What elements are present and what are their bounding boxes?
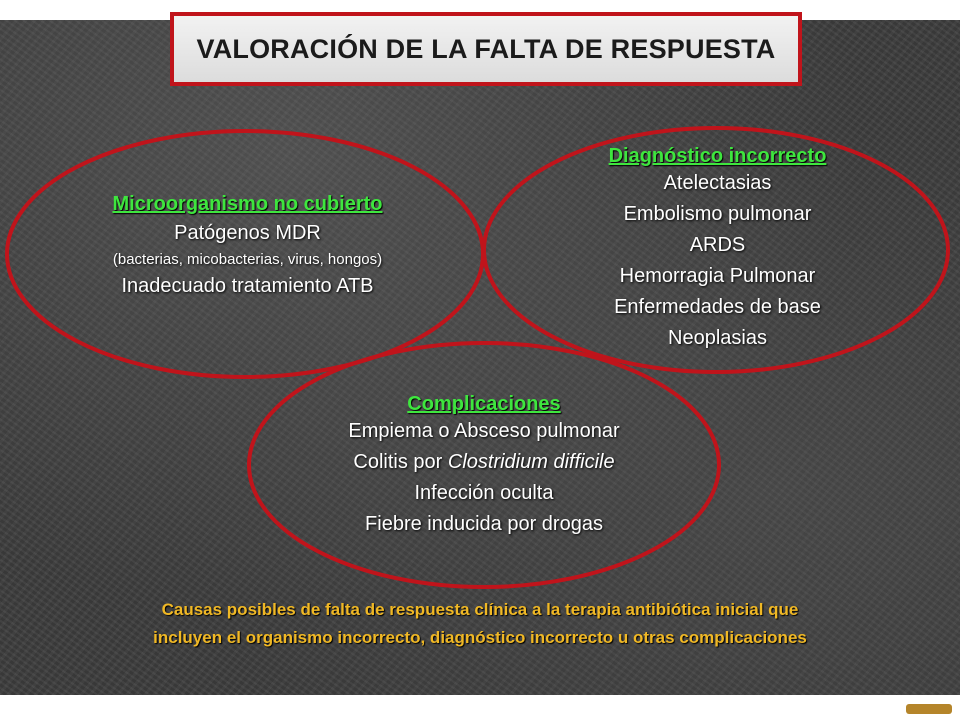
- diagnostico-item: ARDS: [689, 234, 746, 256]
- diagnostico-item: Enfermedades de base: [614, 296, 821, 318]
- complicaciones-line-1: Empiema o Absceso pulmonar: [348, 420, 620, 442]
- caption-line-1: Causas posibles de falta de respuesta clínica a la terapia antibiótica inicial que: [161, 600, 799, 619]
- complicaciones-line-4: Fiebre inducida por drogas: [365, 513, 603, 535]
- microorganismo-block: [60, 193, 435, 302]
- complicaciones-line-2-italic: Clostridium difficile: [447, 451, 615, 473]
- diagnostico-heading: Diagnóstico incorrecto: [608, 145, 827, 167]
- microorganismo-line-2: (bacterias, micobacterias, virus, hongos): [112, 251, 383, 268]
- microorganismo-heading: Microorganismo no cubierto: [112, 193, 383, 215]
- complicaciones-heading: Complicaciones: [407, 393, 561, 415]
- microorganismo-line-1: Patógenos MDR: [174, 222, 321, 244]
- slide-title: VALORACIÓN DE LA FALTA DE RESPUESTA: [196, 33, 776, 64]
- caption-line-2: incluyen el organismo incorrecto, diagnóstico incorrecto u otras complicaciones: [153, 628, 807, 647]
- microorganismo-line-3: Inadecuado tratamiento ATB: [121, 275, 374, 297]
- diagnostico-item: Embolismo pulmonar: [623, 203, 812, 225]
- complicaciones-block: [320, 393, 648, 540]
- complicaciones-line-2-prefix: Colitis por: [353, 451, 448, 473]
- complicaciones-line-2: [320, 447, 648, 478]
- diagnostico-item: Hemorragia Pulmonar: [619, 265, 816, 287]
- diagnostico-item: Neoplasias: [668, 327, 767, 349]
- diagnostico-block: [560, 145, 875, 354]
- logo-icon: [906, 704, 952, 714]
- caption: [80, 596, 880, 652]
- complicaciones-line-3: Infección oculta: [414, 482, 554, 504]
- diagnostico-item: Atelectasias: [663, 172, 772, 194]
